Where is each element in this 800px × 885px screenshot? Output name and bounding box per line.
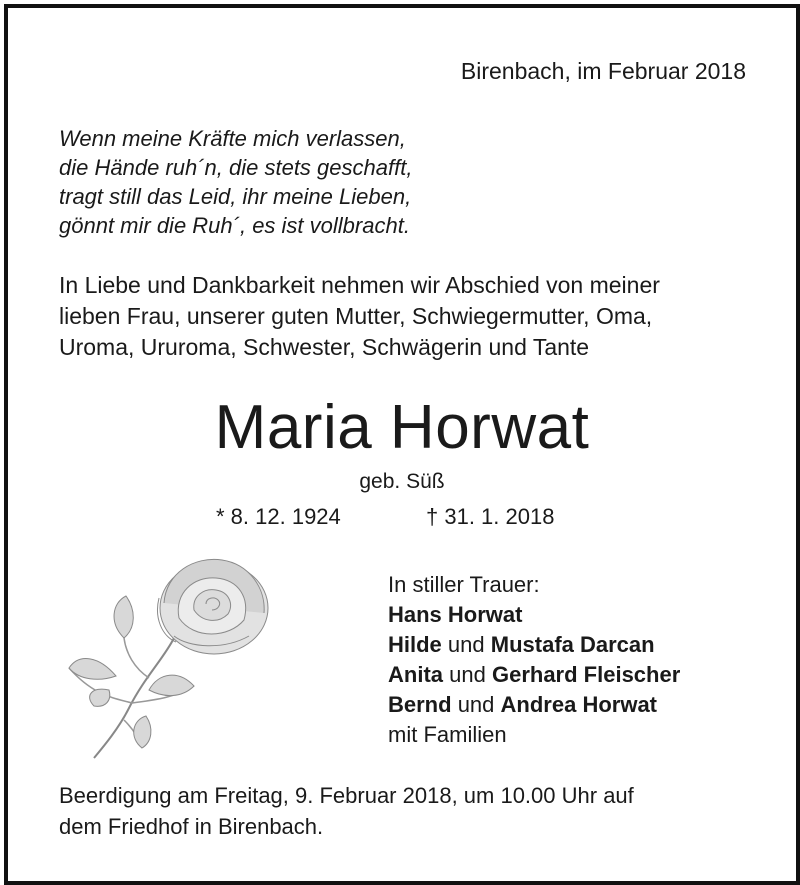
- mourner-name: Anita: [388, 662, 443, 687]
- intro-line: Uroma, Ururoma, Schwester, Schwägerin und Tante: [59, 334, 590, 360]
- mourner-name: Andrea Horwat: [500, 692, 658, 717]
- mourners-list: [388, 570, 680, 750]
- poem-line: tragt still das Leid, ihr meine Lieben,: [59, 184, 412, 209]
- mourner-name: Hilde: [388, 632, 442, 657]
- mourner-name: Hans Horwat: [388, 602, 523, 627]
- poem-line: gönnt mir die Ruh´, es ist vollbracht.: [59, 213, 410, 238]
- mourners-footer: mit Familien: [388, 722, 507, 747]
- mourner-name: Mustafa Darcan: [490, 632, 655, 657]
- maiden-name: geb. Süß: [359, 470, 445, 493]
- death-date: † 31. 1. 2018: [426, 504, 555, 529]
- poem: [59, 124, 412, 240]
- place-date: Birenbach, im Februar 2018: [460, 58, 746, 84]
- birth-date: * 8. 12. 1924: [216, 504, 341, 529]
- conjunction: und: [457, 692, 495, 717]
- mourner-line: [388, 630, 680, 660]
- poem-line: die Hände ruh´n, die stets geschafft,: [59, 155, 413, 180]
- deceased-name: Maria Horwat: [214, 393, 590, 462]
- poem-line: Wenn meine Kräfte mich verlassen,: [59, 126, 406, 151]
- conjunction: und: [449, 662, 486, 687]
- mourner-name: Gerhard Fleischer: [491, 662, 681, 687]
- mourner-line: [388, 600, 680, 630]
- notice-frame: [4, 4, 800, 885]
- conjunction: und: [447, 632, 485, 657]
- funeral-line: Beerdigung am Freitag, 9. Februar 2018, um 10.00 Uhr auf: [59, 783, 634, 808]
- mourner-line: [388, 690, 680, 720]
- intro-line: lieben Frau, unserer guten Mutter, Schwiegermutter, Oma,: [59, 303, 653, 329]
- mourner-line: [388, 660, 680, 690]
- funeral-info: [59, 780, 759, 842]
- intro-line: In Liebe und Dankbarkeit nehmen wir Abschied von meiner: [59, 272, 660, 298]
- rose-icon: [54, 548, 274, 763]
- mourner-name: Bernd: [388, 692, 452, 717]
- intro-text: [59, 270, 759, 363]
- mourners-heading: In stiller Trauer:: [388, 572, 540, 597]
- funeral-line: dem Friedhof in Birenbach.: [59, 814, 324, 839]
